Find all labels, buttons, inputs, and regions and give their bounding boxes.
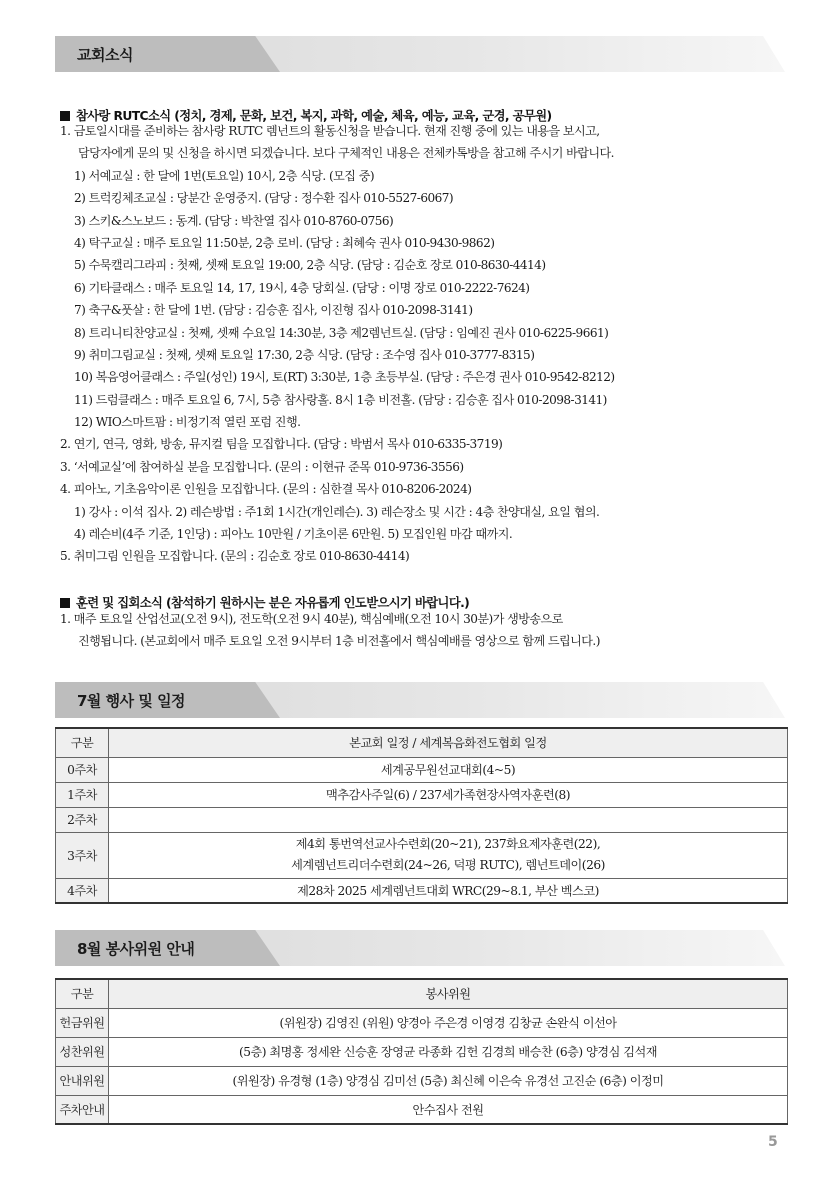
list-item: 1) 서예교실 : 한 달에 1번(토요일) 10시, 2층 식당. (모집 중) xyxy=(74,168,375,183)
rutc-heading: 참사랑 RUTC소식 (정치, 경제, 문화, 보건, 복지, 과학, 예술, 체육, 예능, 교육, 군경, 공무원) xyxy=(60,106,552,124)
list-item: 3) 스키&스노보드 : 동계. (담당 : 박찬열 집사 010-8760-0756) xyxy=(74,213,394,228)
page-number: 5 xyxy=(768,1134,778,1150)
column-header: 구분 xyxy=(56,728,109,757)
list-item: 9) 취미그림교실 : 첫째, 셋째 토요일 17:30, 2층 식당. (담당 : 조수영 집사 010-3777-8315) xyxy=(74,347,535,362)
role-cell: 성찬위원 xyxy=(56,1037,109,1066)
list-item: 12) WIO스마트팜 : 비정기적 열린 포럼 진행. xyxy=(74,415,301,430)
list-item: 1. 금토일시대를 준비하는 참사랑 RUTC 렘넌트의 활동신청을 받습니다. 현재 진행 중에 있는 내용을 보시고, xyxy=(60,124,600,138)
list-item: 진행됩니다. (본교회에서 매주 토요일 오전 9시부터 1층 비전홀에서 핵심예배를 영상으로 함께 드립니다.) xyxy=(78,634,600,649)
week-cell: 2주차 xyxy=(56,807,109,832)
list-item: 4. 피아노, 기초음악이론 인원을 모집합니다. (문의 : 심한결 목사 010-8206-2024) xyxy=(60,482,472,497)
role-cell: 주차안내 xyxy=(56,1095,109,1124)
members-cell: (위원장) 김영진 (위원) 양경아 주은경 이영경 김창균 손완식 이선아 xyxy=(109,1008,788,1037)
role-cell: 헌금위원 xyxy=(56,1008,109,1037)
list-item: 6) 기타클래스 : 매주 토요일 14, 17, 19시, 4층 당회실. (담당 : 이명 장로 010-2222-7624) xyxy=(74,280,530,295)
training-list xyxy=(60,608,790,653)
list-item: 8) 트리니티찬양교실 : 첫째, 셋째 수요일 14:30분, 3층 제2렘넌트실. (담당 : 임예진 권사 010-6225-9661) xyxy=(74,325,609,340)
event-cell: 제4회 통번역선교사수련회(20~21), 237화요제자훈련(22), 세계렘넌트리더수련회(24~26, 덕평 RUTC), 렘넌트데이(26) xyxy=(109,832,788,878)
square-bullet-icon xyxy=(60,598,70,608)
list-item: 1) 강사 : 이석 집사. 2) 레슨방법 : 주1회 1시간(개인레슨). 3) 레슨장소 및 시간 : 4층 찬양대실, 요일 협의. xyxy=(74,504,600,519)
section-header-august xyxy=(55,930,785,966)
list-item: 2) 트럭킹체조교실 : 당분간 운영중지. (담당 : 정수환 집사 010-5527-6067) xyxy=(74,191,454,206)
week-cell: 3주차 xyxy=(56,832,109,878)
members-cell: (위원장) 유경형 (1층) 양경심 김미선 (5층) 최신혜 이은숙 유경선 고진순 (6층) 이정미 xyxy=(109,1066,788,1095)
members-cell: (5층) 최명홍 정세완 신승훈 장영균 라종화 김헌 김경희 배승찬 (6층) 양경심 김석재 xyxy=(109,1037,788,1066)
list-item: 7) 축구&풋살 : 한 달에 1번. (담당 : 김승훈 집사, 이진형 집사 010-2098-3141) xyxy=(74,303,473,318)
list-item: 5. 취미그림 인원을 모집합니다. (문의 : 김순호 장로 010-8630-4414) xyxy=(60,549,410,564)
list-item: 3. ‘서예교실’에 참여하실 분을 모집합니다. (문의 : 이현규 준목 010-9736-3556) xyxy=(60,459,464,474)
list-item: 5) 수묵캘리그라피 : 첫째, 셋째 토요일 19:00, 2층 식당. (담당 : 김순호 장로 010-8630-4414) xyxy=(74,258,546,273)
list-item: 2. 연기, 연극, 영화, 방송, 뮤지컬 팀을 모집합니다. (담당 : 박범서 목사 010-6335-3719) xyxy=(60,437,503,452)
event-cell: 맥추감사주일(6) / 237세가족현장사역자훈련(8) xyxy=(109,782,788,807)
august-volunteer-table xyxy=(55,978,788,1125)
column-header: 본교회 일정 / 세계복음화전도협회 일정 xyxy=(109,728,788,757)
section-title: 교회소식 xyxy=(77,46,133,64)
section-title: 8월 봉사위원 안내 xyxy=(77,940,195,958)
list-item: 4) 탁구교실 : 매주 토요일 11:50분, 2층 로비. (담당 : 최혜숙 권사 010-9430-9862) xyxy=(74,235,495,250)
list-item: 담당자에게 문의 및 신청을 하시면 되겠습니다. 보다 구체적인 내용은 전체카톡방을 참고해 주시기 바랍니다. xyxy=(78,146,614,161)
week-cell: 1주차 xyxy=(56,782,109,807)
list-item: 1. 매주 토요일 산업선교(오전 9시), 전도학(오전 9시 40분), 핵심예배(오전 10시 30분)가 생방송으로 xyxy=(60,612,563,626)
list-item: 11) 드럼클래스 : 매주 토요일 6, 7시, 5층 참사랑홀. 8시 1층 비전홀. (담당 : 김승훈 집사 010-2098-3141) xyxy=(74,392,607,407)
list-item: 4) 레슨비(4주 기준, 1인당) : 피아노 10만원 / 기초이론 6만원. 5) 모집인원 마감 때까지. xyxy=(74,527,513,542)
event-cell: 제28차 2025 세계렘넌트대회 WRC(29~8.1, 부산 벡스코) xyxy=(109,878,788,903)
rutc-list xyxy=(60,120,790,568)
july-schedule-table xyxy=(55,727,788,904)
role-cell: 안내위원 xyxy=(56,1066,109,1095)
event-cell xyxy=(109,807,788,832)
column-header: 봉사위원 xyxy=(109,979,788,1008)
section-header-church-news xyxy=(55,36,785,72)
list-item: 10) 복음영어클래스 : 주일(성인) 19시, 토(RT) 3:30분, 1층 초등부실. (담당 : 주은경 권사 010-9542-8212) xyxy=(74,370,615,385)
section-title: 7월 행사 및 일정 xyxy=(77,692,186,710)
week-cell: 0주차 xyxy=(56,757,109,782)
week-cell: 4주차 xyxy=(56,878,109,903)
training-heading: 훈련 및 집회소식 (참석하기 원하시는 분은 자유롭게 인도받으시기 바랍니다.) xyxy=(60,593,469,611)
event-cell: 세계공무원선교대회(4~5) xyxy=(109,757,788,782)
column-header: 구분 xyxy=(56,979,109,1008)
members-cell: 안수집사 전원 xyxy=(109,1095,788,1124)
section-header-july xyxy=(55,682,785,718)
